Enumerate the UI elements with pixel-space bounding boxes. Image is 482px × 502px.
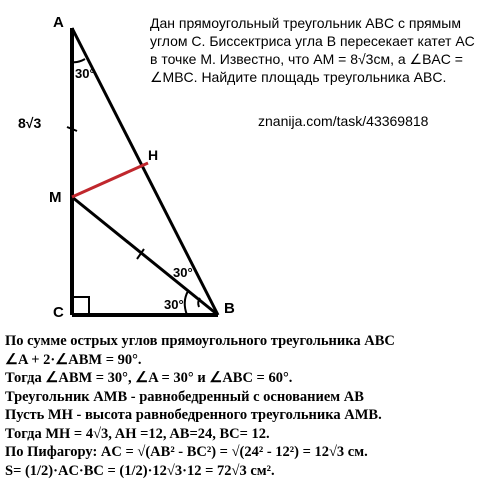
solution-line: Тогда MH = 4√3, AH =12, AB=24, BC= 12. xyxy=(5,425,270,442)
bisector-bm xyxy=(72,197,218,315)
angle-arc-b1 xyxy=(198,298,200,307)
point-h-label: H xyxy=(148,147,159,163)
angle-mbc-label: 30° xyxy=(164,297,184,312)
solution-line: По сумме острых углов прямоугольного треугольника ABC xyxy=(5,333,395,349)
solution-text xyxy=(5,332,479,480)
vertex-b-label: B xyxy=(224,300,235,317)
angle-a-label: 30° xyxy=(75,66,95,81)
angle-arc-b2 xyxy=(185,291,188,315)
solution-line: Треугольник AMB - равнобедренный с основанием AB xyxy=(5,388,364,405)
right-angle-mark xyxy=(72,297,89,314)
source-link: znanija.com/task/43369818 xyxy=(258,113,429,129)
solution-line: По Пифагору: AC = √(AB² - BC²) = √(24² - 12²) = 12√3 см. xyxy=(5,444,368,460)
point-m-label: M xyxy=(49,189,62,206)
vertex-c-label: C xyxy=(53,304,64,321)
angle-abm-label: 30° xyxy=(173,265,193,280)
solution-line: S= (1/2)·AC·BC = (1/2)·12√3·12 = 72√3 см². xyxy=(5,462,275,479)
solution-line: Тогда ∠ABM = 30°, ∠A = 30° и ∠ABC = 60°. xyxy=(5,370,293,386)
task-statement: Дан прямоугольный треугольник ABC с прямым углом C. Биссектриса угла B пересекает катет AC в точке M. Известно, что AM = 8√3см, а ∠BAC = ∠MBC. Найдите площадь треугольника ABC. xyxy=(150,15,475,85)
solution-line: ∠A + 2·∠ABM = 90°. xyxy=(5,351,142,368)
height-mh xyxy=(72,163,148,197)
solution-line: Пусть MH - высота равнобедренного треугольника AMB. xyxy=(5,407,382,423)
vertex-a-label: A xyxy=(53,14,64,31)
side-am-length-label: 8√3 xyxy=(18,115,42,131)
